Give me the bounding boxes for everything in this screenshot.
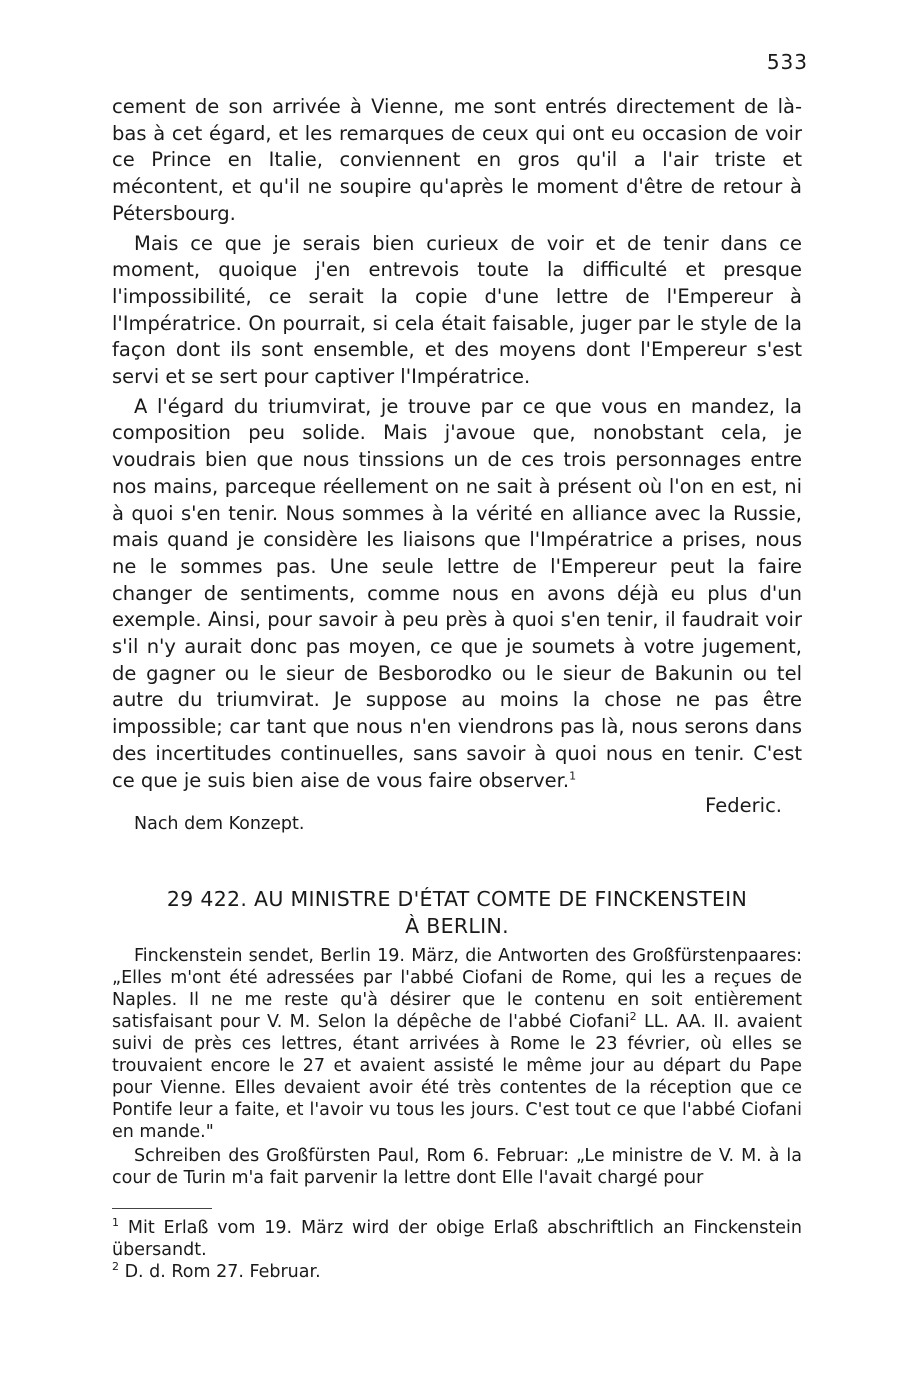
letter-paragraph-3: [112, 394, 802, 795]
document-heading: [112, 886, 802, 940]
source-note: Nach dem Konzept.: [134, 814, 305, 835]
page-number: 533: [766, 50, 808, 74]
footnote-divider: [112, 1208, 212, 1209]
footnotes: [112, 1217, 802, 1283]
letter-paragraph-1: cement de son arrivée à Vienne, me sont entrés directement de là-bas à cet égard, et les remarques de ceux qui ont eu occasion de voir ce Prince en Italie, conviennent en gros qu'il a l'air triste et mécontent, et qu'il ne soupire qu'après le moment d'être de retour à Pétersbourg.: [112, 95, 802, 225]
footnote-2-text: D. d. Rom 27. Februar.: [124, 1262, 321, 1283]
letter-text: [112, 94, 802, 846]
footnote-1-text: Mit Erlaß vom 19. März wird der obige Erlaß abschriftlich an Finckenstein übersandt.: [112, 1218, 802, 1261]
signature-row: [112, 794, 802, 846]
page-body: [112, 94, 802, 1283]
heading-line-1: 29 422. AU MINISTRE D'ÉTAT COMTE DE FINCKENSTEIN: [166, 887, 748, 912]
letter-paragraph-2: Mais ce que je serais bien curieux de voir et de tenir dans ce moment, quoique j'en entrevois toute la difficulté et presque l'impossibilité, ce serait la copie d'une lettre de l'Empereur à l'Impératrice. On pourrait, si cela était faisable, juger par le style de la façon dont ils sont ensemble, et des moyens dont l'Empereur s'est servi et se sert pour captiver l'Impératrice.: [112, 231, 802, 389]
footnote-2: [112, 1261, 802, 1283]
letter-paragraph-3-text: A l'égard du triumvirat, je trouve par ce que vous en mandez, la composition peu solide. Mais j'avoue que, nonobstant cela, je voudrais bien que nous tinssions un de ces trois personnages entre nos mains, parceque réellement on ne sait à présent où l'on en est, ni à quoi s'en tenir. Nous sommes à la vérité en alliance avec la Russie, mais quand je considère les liaisons que l'Impératrice a prises, nous ne le sommes pas. Une seule lettre de l'Empereur peut la faire changer de sentiments, comme nous en avons déjà eu plus d'un exemple. Ainsi, pour savoir à peu près à quoi s'en tenir, il faudrait voir s'il n'y aurait donc pas moyen, ce que je soumets à votre jugement, de gagner ou le sieur de Besborodko ou le sieur de Bakunin ou tel autre du triumvirat. Je suppose au moins la chose ne pas être impossible; car tant que nous n'en viendrons pas là, nous serons dans des incertitudes continuelles, sans savoir à quoi nous en tenir. C'est ce que je suis bien aise de vous faire observer.: [112, 394, 802, 792]
footnote-1: [112, 1217, 802, 1261]
footnote-2-mark: 2: [112, 1260, 119, 1274]
summary-text: [112, 946, 802, 1190]
footnote-reference-2: 2: [629, 1010, 637, 1024]
summary-paragraph-1-start: Finckenstein sendet, Berlin 19. März, die Antworten des Großfürstenpaares: „Elles m'ont été adressées par l'abbé Ciofani de Rome, qui les a reçues de Naples. Il ne me reste qu'à désirer que le contenu en soit entièrement satisfaisant pour V. M. Selon la dépêche de l'abbé Ciofani: [112, 946, 802, 1032]
footnote-1-mark: 1: [112, 1216, 119, 1230]
summary-paragraph-1: [112, 946, 802, 1143]
summary-paragraph-2: Schreiben des Großfürsten Paul, Rom 6. Februar: „Le ministre de V. M. à la cour de Turin m'a fait parvenir la lettre dont Elle l'avait chargé pour: [112, 1146, 802, 1189]
heading-line-2: À BERLIN.: [405, 914, 509, 939]
footnote-reference-1: 1: [569, 769, 577, 783]
signature: Federic.: [705, 794, 782, 818]
summary-paragraph-1-end: LL. AA. II. avaient suivi de près ces lettres, étant arrivées à Rome le 23 février, où elles se trouvaient encore le 27 et avaient assisté le même jour au départ du Pape pour Vienne. Elles devaient avoir été très contentes de la réception que ce Pontife leur a faite, et l'avoir vu tous les jours. C'est tout ce que l'abbé Ciofani en mande.": [112, 1012, 802, 1142]
